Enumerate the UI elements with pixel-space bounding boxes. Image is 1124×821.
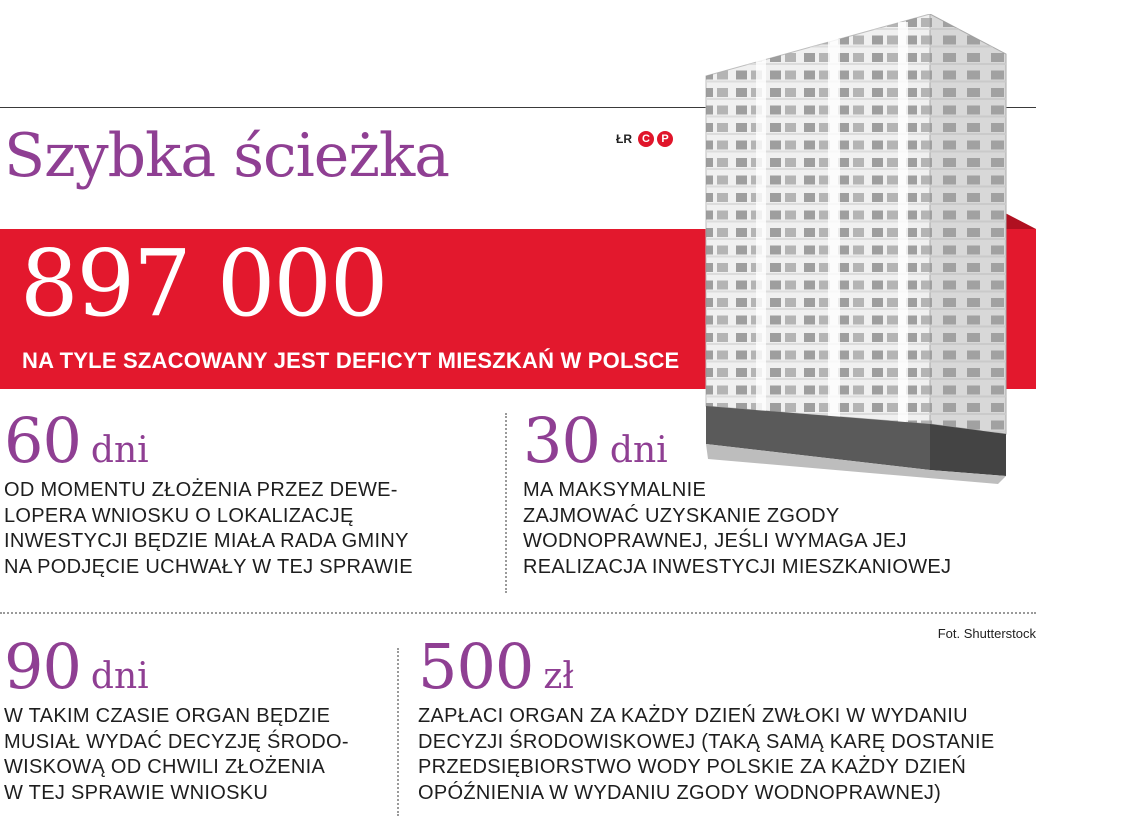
stat-line: ZAJMOWAĆ UZYSKANIE ZGODY <box>523 504 840 527</box>
stat-block-60-days <box>4 404 413 580</box>
stat-line: NA PODJĘCIE UCHWAŁY W TEJ SPRAWIE <box>4 555 413 578</box>
stat-unit: zł <box>543 656 574 697</box>
stat-line: MUSIAŁ WYDAĆ DECYZJĘ ŚRODO- <box>4 730 349 753</box>
stat-description <box>4 704 349 806</box>
photo-credit: Fot. Shutterstock <box>937 626 1036 641</box>
stat-unit: dni <box>90 656 149 697</box>
stat-line: PRZEDSIĘBIORSTWO WODY POLSKIE ZA KAŻDY DZIEŃ <box>418 756 967 778</box>
author-credit <box>616 131 673 147</box>
row-divider <box>0 612 1036 614</box>
stat-line: WISKOWĄ OD CHWILI ZŁOŻENIA <box>4 756 326 778</box>
stat-block-500-zl <box>418 630 995 806</box>
stat-description <box>523 478 951 580</box>
stat-description <box>418 704 994 806</box>
column-divider <box>397 648 399 816</box>
stat-line: INWESTYCJI BĘDZIE MIAŁA RADA GMINY <box>4 530 409 552</box>
stat-number: 90 <box>4 630 81 703</box>
copyright-c-badge: C <box>638 131 654 147</box>
stat-line: W TAKIM CZASIE ORGAN BĘDZIE <box>4 705 331 727</box>
stat-number: 60 <box>4 404 81 477</box>
author-initials: ŁR <box>616 132 632 146</box>
stat-number: 30 <box>523 404 600 477</box>
stat-number: 500 <box>418 630 534 703</box>
stat-description <box>4 478 413 580</box>
stat-line: OPÓŹNIENIA W WYDANIU ZGODY WODNOPRAWNEJ) <box>418 781 942 804</box>
stat-line: MA MAKSYMALNIE <box>523 479 707 501</box>
stat-line: W TEJ SPRAWIE WNIOSKU <box>4 781 269 804</box>
stat-unit: dni <box>90 430 149 471</box>
stat-line: LOPERA WNIOSKU O LOKALIZACJĘ <box>4 504 354 527</box>
column-divider <box>505 413 507 593</box>
headline-caption: NA TYLE SZACOWANY JEST DEFICYT MIESZKAŃ W POLSCE <box>22 348 680 373</box>
stat-line: ZAPŁACI ORGAN ZA KAŻDY DZIEŃ ZWŁOKI W WYDANIU <box>418 705 968 727</box>
headline-number: 897 000 <box>20 230 387 337</box>
stat-line: DECYZJI ŚRODOWISKOWEJ (TAKĄ SAMĄ KARĘ DOSTANIE <box>418 730 995 753</box>
stat-line: WODNOPRAWNEJ, JEŚLI WYMAGA JEJ <box>523 530 907 552</box>
stat-block-90-days <box>4 630 349 806</box>
stat-line: REALIZACJA INWESTYCJI MIESZKANIOWEJ <box>523 555 952 578</box>
page-title: Szybka ścieżka <box>4 121 450 191</box>
stat-unit: dni <box>609 430 668 471</box>
stat-line: OD MOMENTU ZŁOŻENIA PRZEZ DEWE- <box>4 479 398 501</box>
stat-block-30-days <box>523 404 952 580</box>
copyright-p-badge: P <box>657 131 673 147</box>
